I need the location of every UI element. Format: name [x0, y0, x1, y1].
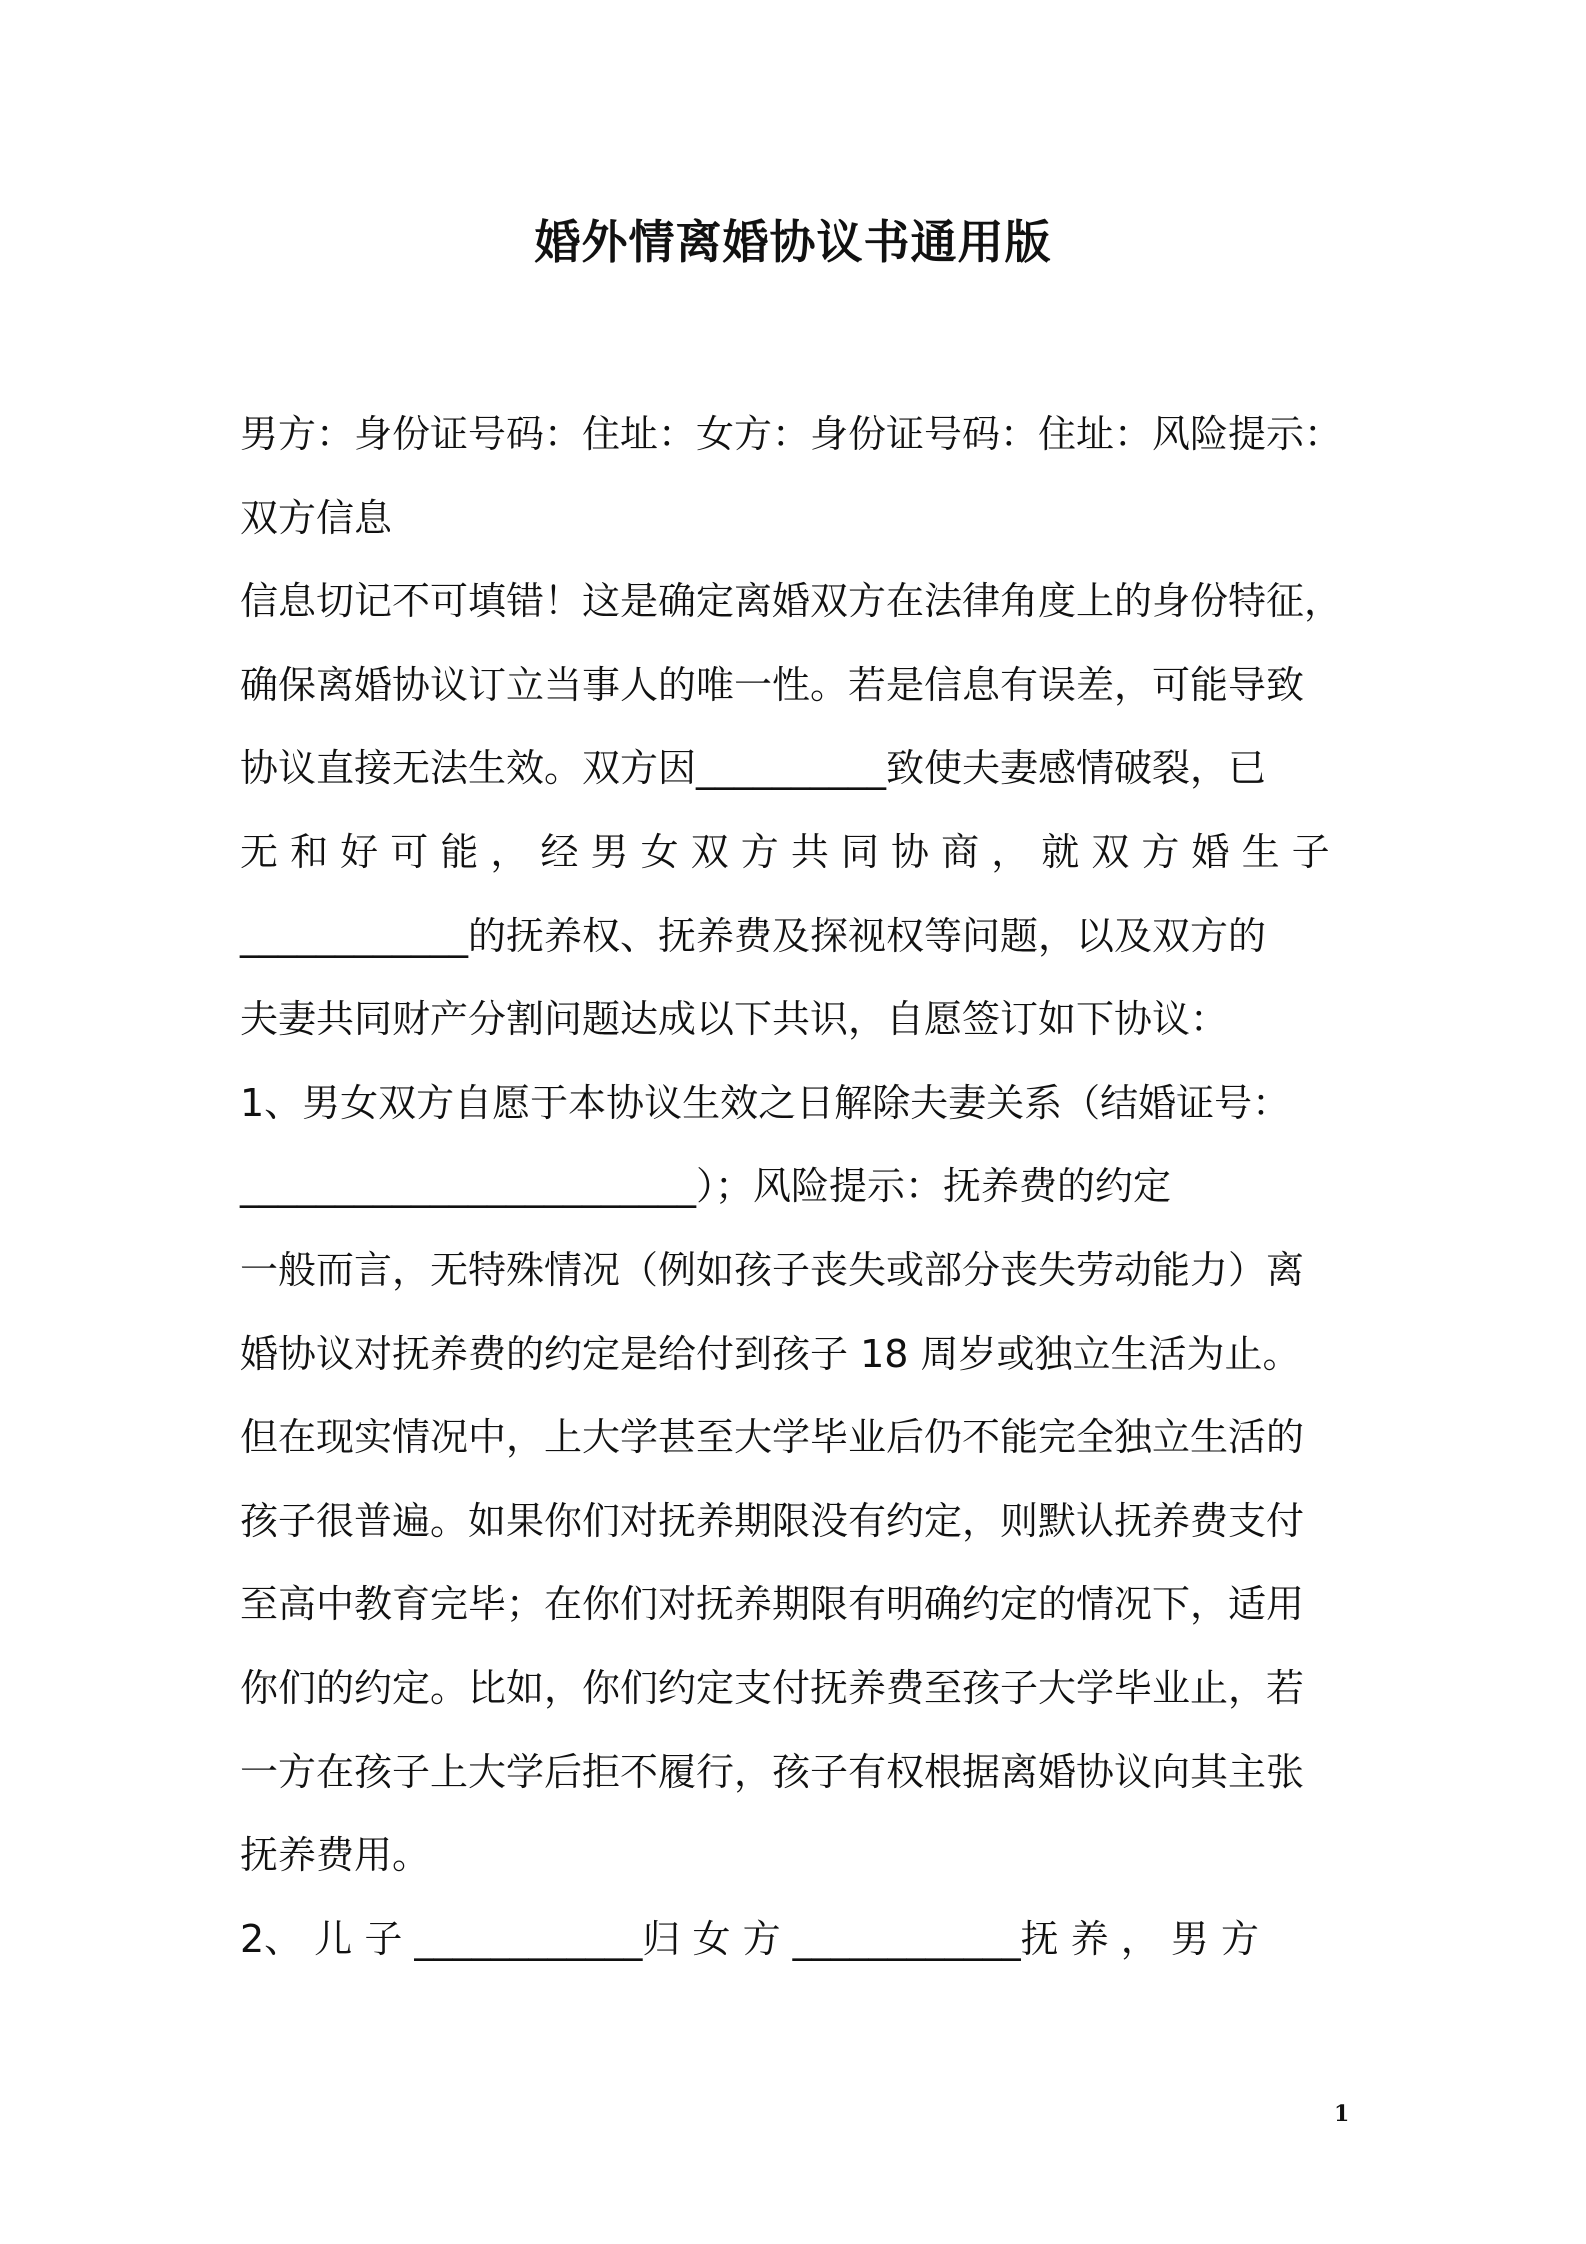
page-number: 1	[1334, 2101, 1350, 2127]
body-line: 一般而言，无特殊情况（例如孩子丧失或部分丧失劳动能力）离	[240, 1247, 1305, 1292]
body-line: 2、 儿 子 ____________归 女 方 ____________抚 养 ， 男 方	[240, 1916, 1259, 1961]
body-line: 抚养费用。	[240, 1833, 431, 1878]
body-line: 一方在孩子上大学后拒不履行，孩子有权根据离婚协议向其主张	[240, 1749, 1305, 1794]
body-line: 信息切记不可填错！这是确定离婚双方在法律角度上的身份特征，	[240, 579, 1343, 624]
body-line: ________________________）；风险提示：抚养费的约定	[240, 1164, 1172, 1209]
document-body	[240, 404, 1360, 1992]
body-line: 但在现实情况中，上大学甚至大学毕业后仍不能完全独立生活的	[240, 1415, 1305, 1460]
body-line: 双方信息	[240, 495, 393, 540]
body-line: 确保离婚协议订立当事人的唯一性。若是信息有误差，可能导致	[240, 662, 1305, 707]
document-title: 婚外情离婚协议书通用版	[534, 215, 1052, 269]
body-line: 夫妻共同财产分割问题达成以下共识，自愿签订如下协议：	[240, 997, 1229, 1042]
body-line: ____________的抚养权、抚养费及探视权等问题，以及双方的	[240, 913, 1267, 958]
body-line: 男方：身份证号码：住址：女方：身份证号码：住址：风险提示：	[240, 412, 1343, 456]
body-line: 至高中教育完毕；在你们对抚养期限有明确约定的情况下，适用	[240, 1582, 1305, 1627]
body-line: 婚协议对抚养费的约定是给付到孩子 18 周岁或独立生活为止。	[240, 1331, 1301, 1376]
body-line: 1、男女双方自愿于本协议生效之日解除夫妻关系（结婚证号：	[240, 1080, 1291, 1125]
body-line: 孩子很普遍。如果你们对抚养期限没有约定，则默认抚养费支付	[240, 1498, 1305, 1543]
body-line: 你们的约定。比如，你们约定支付抚养费至孩子大学毕业止，若	[240, 1665, 1305, 1710]
body-line: 无 和 好 可 能 ， 经 男 女 双 方 共 同 协 商 ， 就 双 方 婚 生 子	[240, 829, 1330, 874]
body-line: 协议直接无法生效。双方因__________致使夫妻感情破裂，已	[240, 746, 1267, 791]
